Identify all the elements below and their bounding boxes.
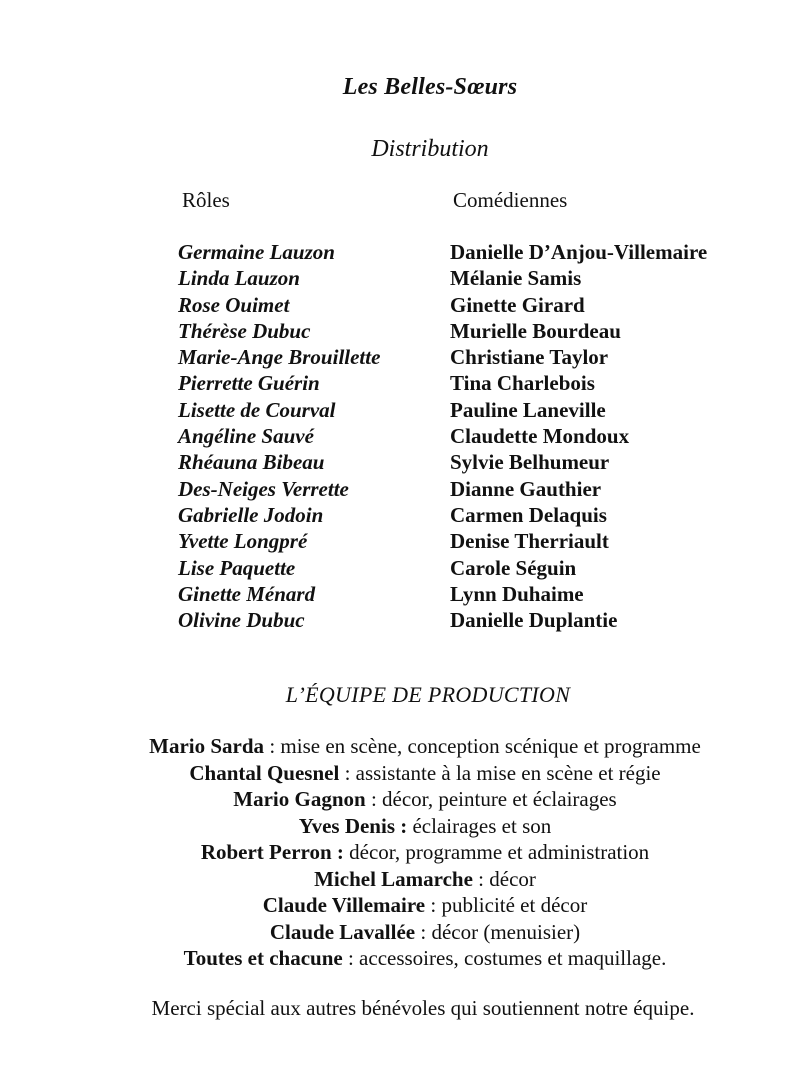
cast-row (0, 503, 792, 529)
crew-row (0, 867, 792, 894)
crew-separator: : (342, 946, 360, 970)
cast-row (0, 477, 792, 503)
cast-row (0, 293, 792, 319)
crew-name: Mario Sarda (149, 734, 265, 758)
role-name: Des-Neiges Verrette (178, 476, 349, 501)
crew-row (0, 893, 792, 920)
role-name: Germaine Lauzon (178, 240, 335, 264)
cast-list (0, 240, 792, 634)
crew-duties: décor, programme et administration (349, 840, 650, 864)
crew-separator: : (425, 893, 442, 917)
thanks-note: Merci spécial aux autres bénévoles qui soutiennent notre équipe. (151, 996, 695, 1020)
crew-duties: éclairages et son (412, 813, 552, 838)
actress-name: Sylvie Belhumeur (450, 450, 610, 475)
role-name: Gabrielle Jodoin (178, 502, 324, 527)
role-name: Marie-Ange Brouillette (178, 345, 381, 370)
cast-row (0, 319, 792, 345)
cast-row (0, 398, 792, 424)
actress-name: Murielle Bourdeau (450, 318, 621, 343)
crew-duties: mise en scène, conception scénique et programme (280, 734, 701, 758)
crew-duties: assistante à la mise en scène et régie (355, 760, 661, 785)
role-name: Lisette de Courval (178, 397, 336, 422)
distribution-heading: Distribution (371, 136, 489, 162)
crew-row (0, 920, 792, 947)
crew-name: Chantal Quesnel (189, 760, 340, 785)
crew-name: Yves Denis : (298, 813, 408, 838)
cast-row (0, 371, 792, 397)
play-title: Les Belles-Sœurs (342, 74, 518, 100)
cast-row (0, 556, 792, 582)
crew-row (0, 946, 792, 973)
crew-name: Toutes et chacune (183, 946, 343, 970)
crew-separator: : (264, 734, 281, 758)
actress-name: Pauline Laneville (450, 397, 606, 422)
crew-separator: : (339, 760, 356, 785)
role-name: Ginette Ménard (178, 581, 316, 606)
cast-row (0, 450, 792, 476)
role-name: Pierrette Guérin (178, 371, 320, 396)
role-name: Linda Lauzon (178, 266, 300, 291)
crew-duties: décor (489, 866, 536, 891)
actress-name: Ginette Girard (450, 292, 585, 317)
cast-row (0, 240, 792, 266)
role-name: Lise Paquette (178, 555, 296, 580)
cast-row (0, 424, 792, 450)
role-name: Rhéauna Bibeau (178, 450, 325, 475)
crew-name: Claude Lavallée (269, 919, 416, 944)
crew-separator: : (415, 919, 432, 944)
role-name: Rose Ouimet (178, 292, 290, 317)
actress-name: Danielle D’Anjou-Villemaire (450, 240, 708, 264)
actress-name: Mélanie Samis (450, 266, 582, 291)
cast-row (0, 266, 792, 292)
crew-row (0, 840, 792, 867)
crew-duties: accessoires, costumes et maquillage. (359, 946, 667, 970)
roles-column-header: Rôles (182, 188, 230, 212)
cast-row (0, 608, 792, 634)
actress-name: Christiane Taylor (450, 345, 609, 370)
actresses-column-header: Comédiennes (453, 188, 568, 212)
actress-name: Denise Therriault (450, 529, 609, 554)
crew-duties: publicité et décor (441, 893, 588, 917)
crew-row (0, 761, 792, 788)
cast-row (0, 345, 792, 371)
crew-list (0, 734, 792, 973)
role-name: Yvette Longpré (178, 529, 308, 554)
actress-name: Lynn Duhaime (450, 581, 584, 606)
crew-row (0, 787, 792, 814)
crew-name: Michel Lamarche (314, 866, 473, 891)
crew-separator: : (472, 866, 490, 891)
actress-name: Danielle Duplantie (450, 608, 618, 633)
actress-name: Carmen Delaquis (450, 502, 607, 527)
crew-name: Mario Gagnon (233, 787, 366, 811)
cast-row (0, 529, 792, 555)
actress-name: Carole Séguin (450, 555, 577, 580)
crew-row (0, 814, 792, 841)
actress-name: Dianne Gauthier (450, 476, 602, 501)
role-name: Angéline Sauvé (178, 424, 314, 449)
role-name: Thérèse Dubuc (178, 318, 311, 343)
production-team-heading: L’ÉQUIPE DE PRODUCTION (285, 682, 571, 707)
crew-name: Robert Perron : (200, 840, 344, 864)
actress-name: Claudette Mondoux (450, 424, 630, 449)
cast-row (0, 582, 792, 608)
crew-duties: décor, peinture et éclairages (382, 787, 617, 811)
actress-name: Tina Charlebois (450, 371, 595, 396)
role-name: Olivine Dubuc (178, 608, 305, 633)
crew-duties: décor (menuisier) (431, 919, 581, 944)
crew-separator: : (365, 787, 383, 811)
crew-name: Claude Villemaire (262, 893, 426, 917)
crew-row (0, 734, 792, 761)
